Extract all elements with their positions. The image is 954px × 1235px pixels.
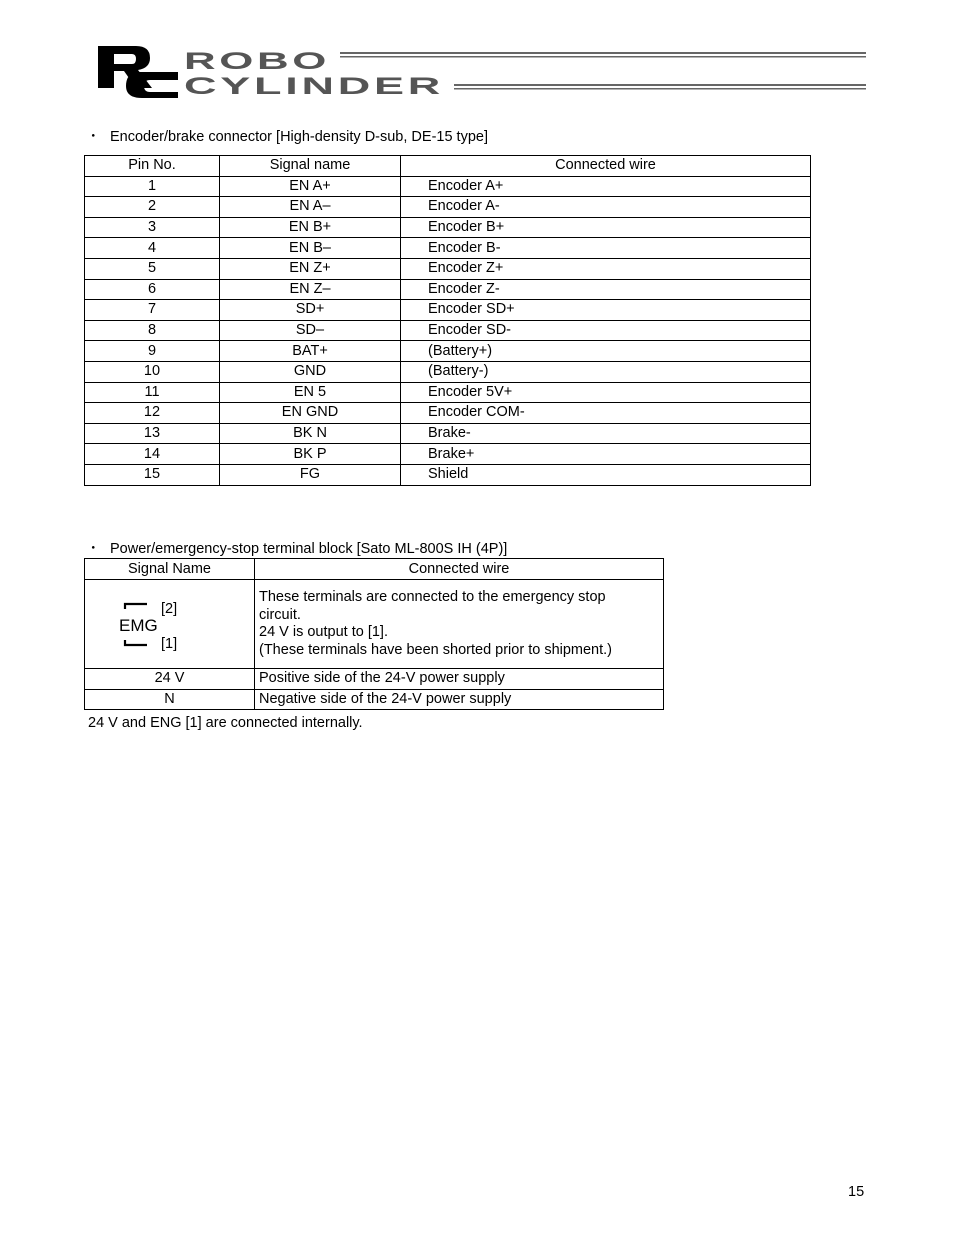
wire-cell: Shield <box>401 464 811 485</box>
emg-desc-line-2: circuit. <box>259 606 301 623</box>
emg-terminal-1: [1] <box>161 636 178 652</box>
header-connected-wire: Connected wire <box>401 156 811 177</box>
header-pin-no: Pin No. <box>85 156 220 177</box>
pin-cell: 1 <box>85 176 220 197</box>
wire-cell: Encoder 5V+ <box>401 382 811 403</box>
pin-cell: 2 <box>85 197 220 218</box>
bullet: ・ <box>86 541 101 557</box>
wire-cell: Encoder COM- <box>401 403 811 424</box>
svg-text:CYLINDER: CYLINDER <box>184 73 444 100</box>
header-connected-wire: Connected wire <box>255 559 664 580</box>
pin-cell: 8 <box>85 320 220 341</box>
table-row-24v <box>85 669 664 690</box>
emg-symbol <box>117 598 197 654</box>
signal-cell: EN A– <box>220 197 401 218</box>
table-row <box>85 176 811 197</box>
wire-cell: Negative side of the 24-V power supply <box>255 689 664 710</box>
table-row <box>85 403 811 424</box>
pin-cell: 9 <box>85 341 220 362</box>
table-row-emg <box>85 580 664 669</box>
wire-cell: Brake- <box>401 423 811 444</box>
wire-cell: Encoder SD- <box>401 320 811 341</box>
encoder-section-title <box>84 128 488 146</box>
signal-cell: SD+ <box>220 300 401 321</box>
signal-cell: N <box>85 689 255 710</box>
header-signal-name: Signal name <box>220 156 401 177</box>
power-terminal-table <box>84 558 664 710</box>
wire-cell: Encoder Z- <box>401 279 811 300</box>
signal-cell: BK N <box>220 423 401 444</box>
signal-cell: BAT+ <box>220 341 401 362</box>
table-row <box>85 238 811 259</box>
signal-cell: 24 V <box>85 669 255 690</box>
table-row <box>85 444 811 465</box>
bullet: ・ <box>86 129 101 145</box>
emg-desc-line-3: 24 V is output to [1]. <box>259 624 388 640</box>
page-header <box>96 42 868 100</box>
wire-cell: Encoder A+ <box>401 176 811 197</box>
signal-cell: GND <box>220 361 401 382</box>
signal-cell: EN B– <box>220 238 401 259</box>
emg-description-cell <box>255 580 664 669</box>
wire-cell: Positive side of the 24-V power supply <box>255 669 664 690</box>
pin-cell: 6 <box>85 279 220 300</box>
pin-cell: 4 <box>85 238 220 259</box>
header-signal-name: Signal Name <box>85 559 255 580</box>
wire-cell: Brake+ <box>401 444 811 465</box>
emg-label: EMG <box>119 616 158 635</box>
wire-cell: Encoder SD+ <box>401 300 811 321</box>
emg-desc-line-1: These terminals are connected to the emergency stop <box>259 589 606 605</box>
signal-cell: EN GND <box>220 403 401 424</box>
signal-cell: EN 5 <box>220 382 401 403</box>
table-row <box>85 300 811 321</box>
table-row <box>85 361 811 382</box>
table-row <box>85 197 811 218</box>
table-row <box>85 423 811 444</box>
signal-cell: BK P <box>220 444 401 465</box>
wire-cell: Encoder B+ <box>401 217 811 238</box>
emg-signal-cell <box>85 580 255 669</box>
pin-cell: 15 <box>85 464 220 485</box>
signal-cell: SD– <box>220 320 401 341</box>
robo-cylinder-logo <box>96 42 868 100</box>
encoder-title-text: Encoder/brake connector [High-density D-sub, DE-15 type] <box>110 129 488 145</box>
wire-cell: (Battery+) <box>401 341 811 362</box>
emg-desc-line-4: (These terminals have been shorted prior to shipment.) <box>259 641 613 658</box>
wire-cell: Encoder Z+ <box>401 258 811 279</box>
table-row <box>85 217 811 238</box>
pin-cell: 3 <box>85 217 220 238</box>
signal-cell: EN A+ <box>220 176 401 197</box>
pin-cell: 12 <box>85 403 220 424</box>
table-row <box>85 464 811 485</box>
emg-terminal-2: [2] <box>161 601 178 617</box>
pin-cell: 10 <box>85 361 220 382</box>
table-row <box>85 279 811 300</box>
power-title-text: Power/emergency-stop terminal block [Sato ML-800S IH (4P)] <box>110 541 508 557</box>
pin-cell: 5 <box>85 258 220 279</box>
page-number: 15 <box>848 1184 865 1200</box>
pin-cell: 13 <box>85 423 220 444</box>
pin-cell: 11 <box>85 382 220 403</box>
table-row <box>85 382 811 403</box>
table-header-row <box>85 559 664 580</box>
svg-text:ROBO: ROBO <box>184 48 330 75</box>
wire-cell: Encoder A- <box>401 197 811 218</box>
power-section-title <box>84 540 507 558</box>
pin-cell: 14 <box>85 444 220 465</box>
wire-cell: (Battery-) <box>401 361 811 382</box>
signal-cell: EN B+ <box>220 217 401 238</box>
table-row <box>85 320 811 341</box>
wire-cell: Encoder B- <box>401 238 811 259</box>
signal-cell: FG <box>220 464 401 485</box>
table-row <box>85 341 811 362</box>
encoder-pin-table <box>84 155 811 486</box>
table-header-row <box>85 156 811 177</box>
power-note: 24 V and ENG [1] are connected internally. <box>88 715 363 731</box>
signal-cell: EN Z– <box>220 279 401 300</box>
signal-cell: EN Z+ <box>220 258 401 279</box>
table-row <box>85 258 811 279</box>
table-row-n <box>85 689 664 710</box>
pin-cell: 7 <box>85 300 220 321</box>
